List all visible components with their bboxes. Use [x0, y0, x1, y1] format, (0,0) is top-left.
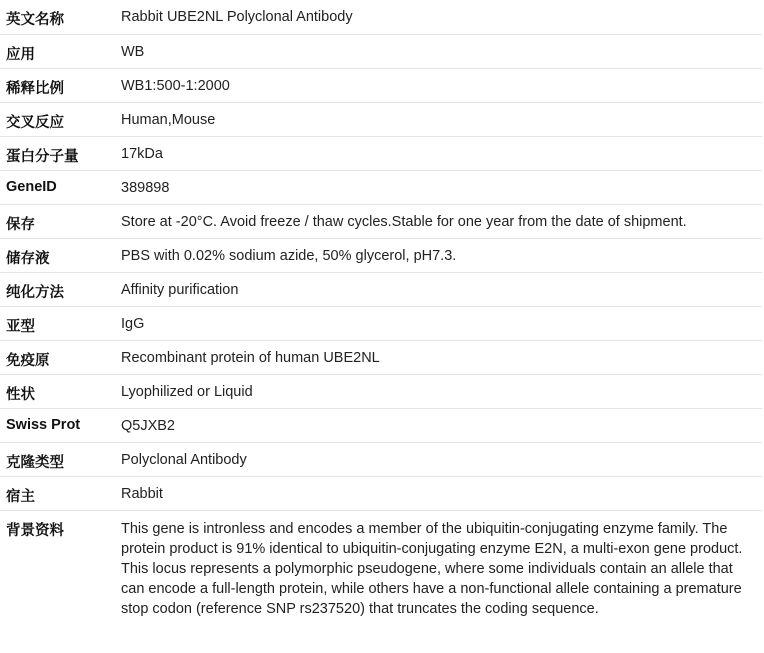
spec-key: 保存 — [0, 204, 114, 238]
spec-value: WB1:500-1:2000 — [114, 68, 762, 102]
spec-row-background — [0, 510, 762, 619]
spec-key: 背景资料 — [6, 522, 64, 539]
spec-row-form — [0, 374, 762, 408]
spec-value: Store at -20°C. Avoid freeze / thaw cycles.Stable for one year from the date of shipment. — [114, 204, 762, 238]
spec-key: 宿主 — [0, 476, 114, 510]
spec-row-molecular-weight — [0, 136, 762, 170]
spec-row-cross-reactivity — [0, 102, 762, 136]
spec-value: Human,Mouse — [114, 102, 762, 136]
spec-value: Q5JXB2 — [114, 408, 762, 442]
spec-key: 纯化方法 — [0, 272, 114, 306]
spec-row-storage-buffer — [0, 238, 762, 272]
spec-value: Lyophilized or Liquid — [114, 374, 762, 408]
spec-row-english-name — [0, 0, 762, 34]
spec-key: 交叉反应 — [0, 102, 114, 136]
spec-row-swiss-prot — [0, 408, 762, 442]
spec-row-immunogen — [0, 340, 762, 374]
spec-row-dilution — [0, 68, 762, 102]
spec-value: This gene is intronless and encodes a member of the ubiquitin-conjugating enzyme family. The protein product is 91% identical to ubiquitin-conjugating enzyme E2N, a multi-exon gene product. This locus represents a polymorphic pseudogene, where some individuals contain an allele that can encode a full-length protein, while others have a non-functional allele containing a premature stop codon (reference SNP rs237520) that truncates the coding sequence. — [121, 520, 743, 617]
spec-key: 亚型 — [0, 306, 114, 340]
spec-value: Polyclonal Antibody — [114, 442, 762, 476]
spec-value: 17kDa — [114, 136, 762, 170]
spec-value: Affinity purification — [114, 272, 762, 306]
spec-value: Rabbit UBE2NL Polyclonal Antibody — [114, 0, 762, 34]
spec-key: 性状 — [0, 374, 114, 408]
spec-row-clonality — [0, 442, 762, 476]
spec-value: IgG — [114, 306, 762, 340]
spec-key: 蛋白分子量 — [0, 136, 114, 170]
spec-key: GeneID — [0, 170, 114, 204]
spec-value: Rabbit — [114, 476, 762, 510]
spec-key: 应用 — [0, 34, 114, 68]
spec-value: WB — [114, 34, 762, 68]
spec-value: PBS with 0.02% sodium azide, 50% glycerol, pH7.3. — [114, 238, 762, 272]
spec-row-isotype — [0, 306, 762, 340]
spec-key: 稀释比例 — [0, 68, 114, 102]
spec-value: 389898 — [114, 170, 762, 204]
spec-key: 储存液 — [0, 238, 114, 272]
spec-row-host — [0, 476, 762, 510]
spec-key: 克隆类型 — [0, 442, 114, 476]
spec-row-purification — [0, 272, 762, 306]
spec-row-storage — [0, 204, 762, 238]
spec-row-application — [0, 34, 762, 68]
spec-row-gene-id — [0, 170, 762, 204]
spec-key: 免疫原 — [0, 340, 114, 374]
spec-key: 英文名称 — [0, 0, 114, 34]
spec-value: Recombinant protein of human UBE2NL — [114, 340, 762, 374]
spec-key: Swiss Prot — [0, 408, 114, 442]
